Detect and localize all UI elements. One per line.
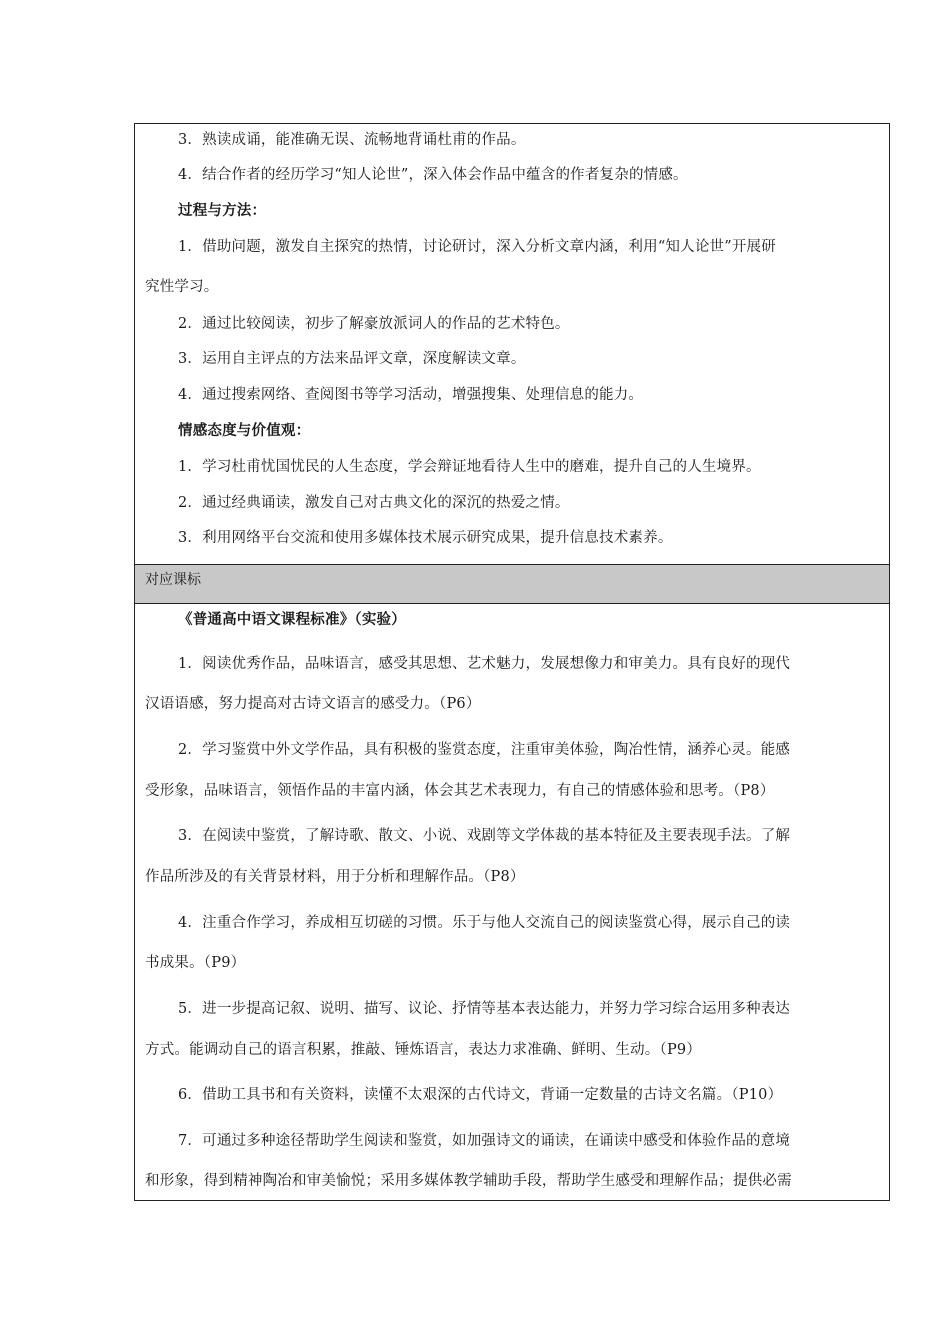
standard-line: 汉语语感，努力提高对古诗文语言的感受力。（P6） xyxy=(145,696,481,712)
process-heading: 过程与方法： xyxy=(178,203,267,219)
standard-line: 2．学习鉴赏中外文学作品，具有积极的鉴赏态度，注重审美体验，陶冶性情，涵养心灵。能感 xyxy=(178,742,791,758)
emotion-heading: 情感态度与价值观： xyxy=(178,423,311,439)
emotion-item: 1．学习杜甫忧国忧民的人生态度，学会辩证地看待人生中的磨难，提升自己的人生境界。 xyxy=(178,459,761,475)
process-item: 2．通过比较阅读，初步了解豪放派词人的作品的艺术特色。 xyxy=(178,316,570,332)
standard-line: 5．进一步提高记叙、说明、描写、议论、抒情等基本表达能力，并努力学习综合运用多种表达 xyxy=(178,1001,791,1017)
standard-line: 1．阅读优秀作品，品味语言，感受其思想、艺术魅力，发展想像力和审美力。具有良好的现代 xyxy=(178,656,791,672)
objective-item: 4．结合作者的经历学习“知人论世”，深入体会作品中蕴含的作者复杂的情感。 xyxy=(178,167,688,183)
standards-cell xyxy=(135,604,889,1200)
standard-line: 6．借助工具书和有关资料，读懂不太艰深的古代诗文，背诵一定数量的古诗文名篇。（P10） xyxy=(178,1087,783,1103)
objectives-cell xyxy=(135,124,889,564)
process-item: 1．借助问题，激发自主探究的热情，讨论研讨，深入分析文章内涵，利用“知人论世”开展研 xyxy=(178,239,776,255)
emotion-item: 2．通过经典诵读，激发自己对古典文化的深沉的热爱之情。 xyxy=(178,495,570,511)
objective-item: 3．熟读成诵，能准确无误、流畅地背诵杜甫的作品。 xyxy=(178,132,526,148)
process-item: 究性学习。 xyxy=(145,279,219,295)
standard-line: 书成果。（P9） xyxy=(145,955,246,971)
standard-line: 方式。能调动自己的语言积累，推敲、锤炼语言，表达力求准确、鲜明、生动。（P9） xyxy=(145,1042,702,1058)
section-band-label: 对应课标 xyxy=(145,572,201,588)
standards-heading: 《普通高中语文课程标准》（实验） xyxy=(178,612,406,628)
process-item: 4．通过搜索网络、查阅图书等学习活动，增强搜集、处理信息的能力。 xyxy=(178,387,644,403)
section-band xyxy=(135,564,889,604)
emotion-item: 3．利用网络平台交流和使用多媒体技术展示研究成果，提升信息技术素养。 xyxy=(178,530,673,546)
standard-line: 和形象，得到精神陶冶和审美愉悦；采用多媒体教学辅助手段，帮助学生感受和理解作品；提供必需 xyxy=(145,1173,792,1189)
process-item: 3．运用自主评点的方法来品评文章，深度解读文章。 xyxy=(178,351,526,367)
standard-line: 受形象，品味语言，领悟作品的丰富内涵，体会其艺术表现力，有自己的情感体验和思考。（P8） xyxy=(145,783,775,799)
standard-line: 3．在阅读中鉴赏，了解诗歌、散文、小说、戏剧等文学体裁的基本特征及主要表现手法。了解 xyxy=(178,828,791,844)
standard-line: 作品所涉及的有关背景材料，用于分析和理解作品。（P8） xyxy=(145,869,525,885)
standard-line: 4．注重合作学习，养成相互切磋的习惯。乐于与他人交流自己的阅读鉴赏心得，展示自己的读 xyxy=(178,915,791,931)
lesson-plan-table xyxy=(134,123,890,1201)
standard-line: 7．可通过多种途径帮助学生阅读和鉴赏，如加强诗文的诵读，在诵读中感受和体验作品的意境 xyxy=(178,1133,791,1149)
